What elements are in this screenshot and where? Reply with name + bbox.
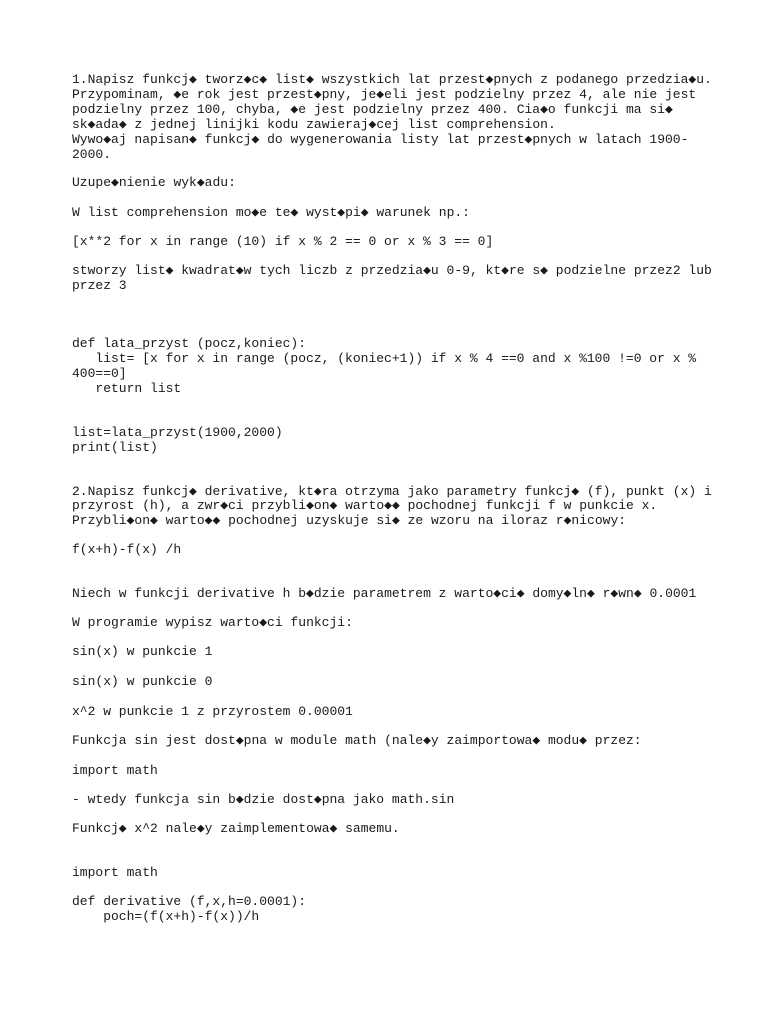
text-line: Uzupe◆nienie wyk◆adu: (72, 175, 236, 190)
code-line: 400==0] (72, 366, 127, 381)
formula-line: f(x+h)-f(x) /h (72, 542, 182, 557)
text-line: przyrost (h), a zwr◆ci przybli◆on◆ warto◆◆ pochodnej funkcji f w punkcie x. (72, 498, 658, 513)
code-line: def lata_przyst (pocz,koniec): (72, 336, 307, 351)
text-line: sin(x) w punkcie 0 (72, 674, 213, 689)
text-line: Funkcj◆ x^2 nale◆y zaimplementowa◆ samemu. (72, 821, 400, 836)
code-line: import math (72, 763, 158, 778)
code-line: return list (72, 381, 182, 396)
text-line: 1.Napisz funkcj◆ tworz◆c◆ list◆ wszystkich lat przest◆pnych z podanego przedzia◆u. (72, 72, 712, 87)
text-line: Przybli◆on◆ warto◆◆ pochodnej uzyskuje si◆ ze wzoru na iloraz r◆nicowy: (72, 513, 627, 528)
code-line: [x**2 for x in range (10) if x % 2 == 0 or x % 3 == 0] (72, 234, 494, 249)
code-line: poch=(f(x+h)-f(x))/h (72, 909, 260, 924)
text-line: W programie wypisz warto◆ci funkcji: (72, 615, 353, 630)
text-line: x^2 w punkcie 1 z przyrostem 0.00001 (72, 704, 353, 719)
text-line: podzielny przez 100, chyba, ◆e jest podzielny przez 400. Cia◆o funkcji ma si◆ (72, 102, 673, 117)
code-line: import math (72, 865, 158, 880)
text-line: Niech w funkcji derivative h b◆dzie parametrem z warto◆ci◆ domy◆ln◆ r◆wn◆ 0.0001 (72, 586, 697, 601)
code-line: list=lata_przyst(1900,2000) (72, 425, 283, 440)
code-line: list= [x for x in range (pocz, (koniec+1)) if x % 4 ==0 and x %100 !=0 or x % (72, 351, 697, 366)
text-line: Wywo◆aj napisan◆ funkcj◆ do wygenerowania listy lat przest◆pnych w latach 1900- (72, 132, 689, 147)
text-line: Przypominam, ◆e rok jest przest◆pny, je◆eli jest podzielny przez 4, ale nie jest (72, 87, 697, 102)
text-line: 2.Napisz funkcj◆ derivative, kt◆ra otrzyma jako parametry funkcj◆ (f), punkt (x) i (72, 484, 712, 499)
text-line: 2000. (72, 147, 112, 162)
text-line: sin(x) w punkcie 1 (72, 644, 213, 659)
text-line: - wtedy funkcja sin b◆dzie dost◆pna jako math.sin (72, 792, 455, 807)
text-line: W list comprehension mo◆e te◆ wyst◆pi◆ warunek np.: (72, 205, 470, 220)
code-line: print(list) (72, 440, 158, 455)
text-line: sk◆ada◆ z jednej linijki kodu zawieraj◆cej list comprehension. (72, 117, 556, 132)
text-line: Funkcja sin jest dost◆pna w module math (nale◆y zaimportowa◆ modu◆ przez: (72, 733, 642, 748)
text-line: stworzy list◆ kwadrat◆w tych liczb z przedzia◆u 0-9, kt◆re s◆ podzielne przez2 lub (72, 263, 712, 278)
text-line: przez 3 (72, 278, 127, 293)
code-line: def derivative (f,x,h=0.0001): (72, 894, 307, 909)
